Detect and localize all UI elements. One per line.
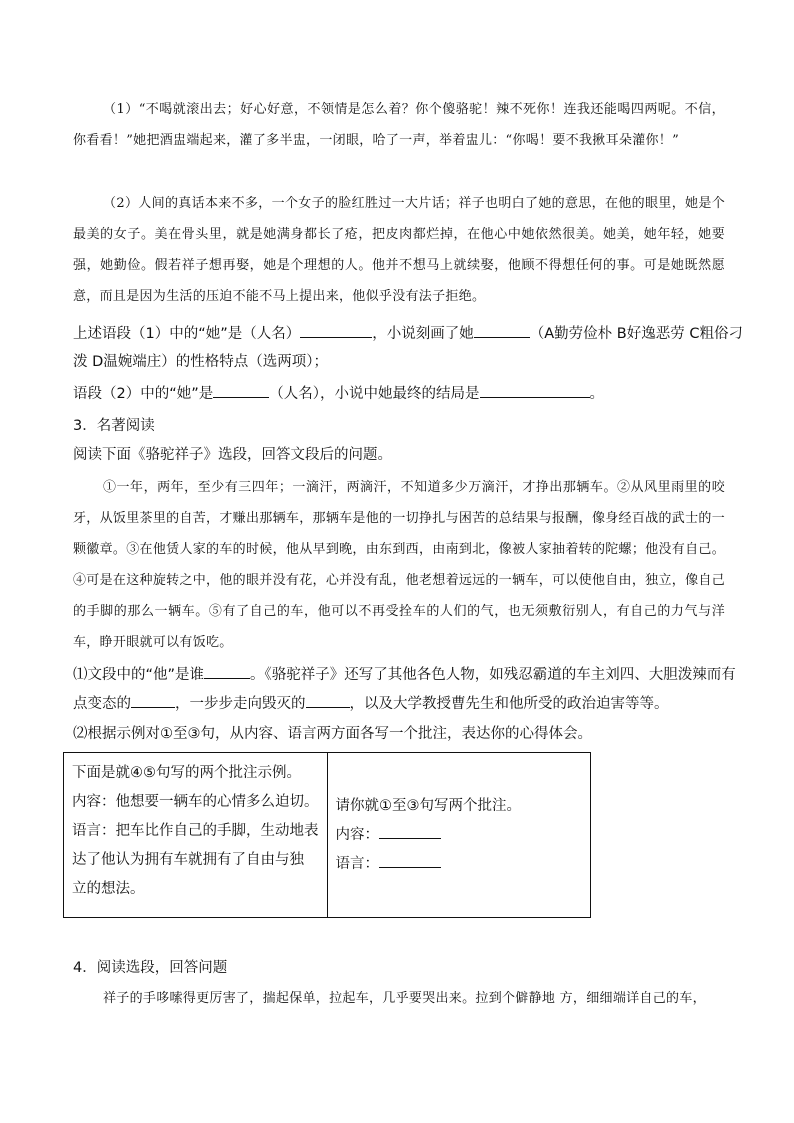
q3-sub-1-text-e: ，以及大学教授曹先生和他所受的政治迫害等等。 — [349, 696, 669, 712]
q4-passage: 祥子的手哆嗦得更厉害了，揣起保单，拉起车，几乎要哭出来。拉到个僻静地 方，细细端详自己的车， — [103, 991, 706, 1006]
q2-item-1-text-c: （A勤劳俭朴 B好逸恶劳 C粗俗刁 — [529, 326, 743, 342]
q2-item-1-text-b: ，小说刻画了她 — [372, 326, 474, 342]
answer-language-row — [336, 850, 583, 879]
answer-blank-character-1[interactable] — [131, 693, 175, 708]
q2-passage-2: （2）人间的真话本来不多，一个女子的脸红胜过一大片话；祥子也明白了她的意思，在他的眼里，她是个最美的女子。美在骨头里，就是她满身都长了疮，把皮肉都烂掉，在他心中她依然很美。她美，她年轻，她要强，她勤俭。假若祥子想再娶，她是个理想的人。他并不想马上就续娶，他顾不得想任何的事。可是她既然愿意，而且是因为生活的压迫不能不马上提出来，他似乎没有法子拒绝。 — [73, 196, 725, 304]
answer-blank-traits[interactable] — [474, 323, 530, 338]
q3-sub-1-line-1 — [73, 661, 736, 689]
q2-item-1-line-2: 泼 D温婉端庄）的性格特点（选两项）； — [73, 354, 329, 370]
example-line-5: 立的想法。 — [72, 881, 145, 897]
q3-intro: 阅读下面《骆驼祥子》选段，回答文段后的问题。 — [73, 447, 392, 463]
answer-blank-content[interactable] — [379, 824, 441, 839]
answer-instruction: 请你就①至③句写两个批注。 — [335, 797, 521, 814]
answer-content-label: 内容： — [335, 826, 379, 843]
q3-passage: ①一年，两年，至少有三四年；一滴汗，两滴汗，不知道多少万滴汗，才挣出那辆车。②从风里雨里的咬牙，从饭里茶里的自苦，才赚出那辆车，那辆车是他的一切挣扎与困苦的总结果与报酬，像身经百战的武士的一颗徽章。③在他赁人家的车的时候，他从早到晚，由东到西，由南到北，像被人家抽着转的陀螺；他没有自己。④可是在这种旋转之中，他的眼并没有花，心并没有乱，他老想着远远的一辆车，可以使他自由，独立，像自己的手脚的那么一辆车。⑤有了自己的车，他可以不再受拴车的人们的气，也无须敷衍别人，有自己的力气与洋车，睁开眼就可以有饭吃。 — [73, 480, 725, 650]
q2-item-1-text-a: 上述语段（1）中的“她”是（人名） — [73, 326, 301, 342]
example-line-3: 语言：把车比作自己的手脚，生动地表 — [72, 823, 319, 839]
q3-sub-1-line-2 — [73, 690, 669, 718]
q3-heading: 3．名著阅读 — [73, 418, 155, 434]
q3-sub-1-text-a: ⑴文段中的“他”是谁 — [73, 667, 205, 683]
example-line-4: 达了他认为拥有车就拥有了自由与独 — [72, 852, 304, 868]
annotation-table — [63, 752, 591, 918]
example-line-1: 下面是就④⑤句写的两个批注示例。 — [72, 765, 301, 781]
q3-sub-1-text-b: 。《骆驼祥子》还写了其他各色人物，如残忍霸道的车主刘四、大胆泼辣而有 — [250, 667, 736, 683]
q3-sub-1-text-d: ，一步步走向毁灭的 — [175, 696, 306, 712]
q2-item-2-line — [73, 380, 604, 408]
q4-heading: 4．阅读选段，回答问题 — [73, 960, 228, 976]
q2-item-1-line-1 — [73, 320, 743, 348]
answer-blank-he[interactable] — [204, 664, 250, 679]
q2-item-2-text-c: 。 — [589, 386, 604, 402]
answer-content-row — [336, 821, 583, 850]
q2-passage-1: （1）“不喝就滚出去；好心好意，不领情是怎么着？你个傻骆驼！辣不死你！连我还能喝四两呢。不信，你看看！”她把酒盅端起来，灌了多半盅，一闭眼，哈了一声，举着盅儿：“你喝！要不我揪耳朵灌你！” — [73, 102, 725, 148]
answer-language-label: 语言： — [335, 855, 379, 872]
answer-annotation-cell — [327, 753, 591, 918]
example-line-2: 内容：他想要一辆车的心情多么迫切。 — [72, 794, 319, 810]
answer-blank-character-2[interactable] — [306, 693, 350, 708]
answer-blank-ending[interactable] — [480, 383, 590, 398]
q2-item-2-text-a: 语段（2）中的“她”是 — [73, 386, 214, 402]
q2-item-2-text-b: （人名），小说中她最终的结局是 — [269, 386, 480, 402]
q3-sub-1-text-c: 点变态的 — [73, 696, 131, 712]
example-annotation-cell — [64, 753, 328, 918]
answer-blank-name-1[interactable] — [300, 323, 372, 338]
q3-sub-2: ⑵根据示例对①至③句，从内容、语言两方面各写一个批注，表达你的心得体会。 — [73, 726, 592, 742]
answer-blank-language[interactable] — [379, 853, 441, 868]
answer-blank-name-2[interactable] — [213, 383, 269, 398]
